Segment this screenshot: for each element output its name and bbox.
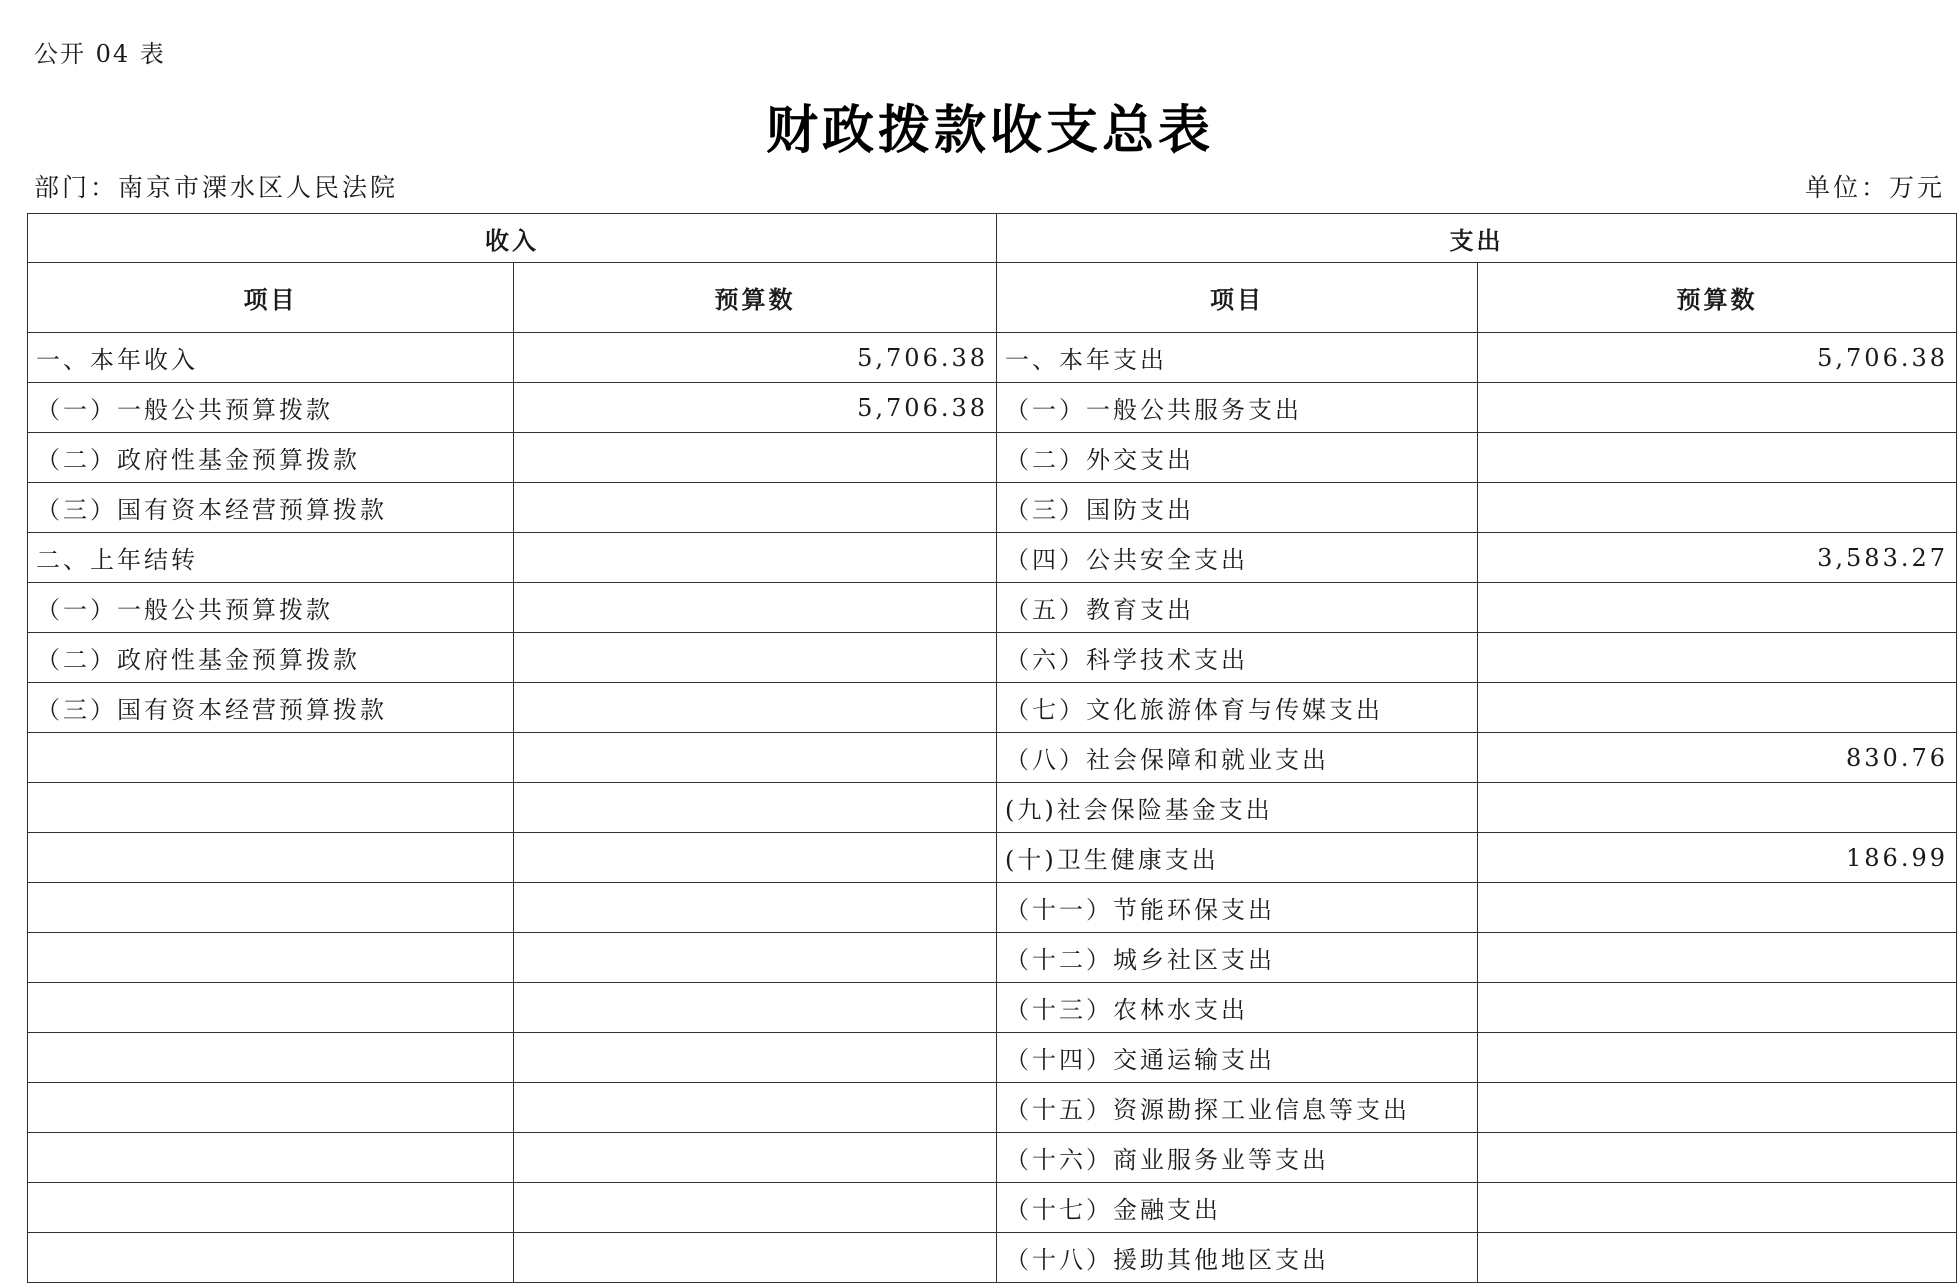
expense-amount-cell [1478,483,1957,533]
income-item-cell: （一）一般公共预算拨款 [28,383,514,433]
expense-amount-cell [1478,383,1957,433]
expense-amount-cell [1478,583,1957,633]
expense-amount-cell [1478,783,1957,833]
group-header-row [28,214,1957,263]
expense-item-cell: （十五）资源勘探工业信息等支出 [997,1083,1478,1133]
expense-amount-cell [1478,1183,1957,1233]
table-row [28,883,1957,933]
income-amount-cell [514,1233,997,1283]
expense-amount-cell [1478,683,1957,733]
income-item-cell: 一、本年收入 [28,333,514,383]
income-amount-cell [514,683,997,733]
expense-item-cell: （三）国防支出 [997,483,1478,533]
expense-item-cell: (十)卫生健康支出 [997,833,1478,883]
expense-item-header: 项目 [997,263,1478,333]
income-item-cell [28,1033,514,1083]
expense-item-cell: （八）社会保障和就业支出 [997,733,1478,783]
expense-item-cell: (九)社会保险基金支出 [997,783,1478,833]
expense-amount-cell: 5,706.38 [1478,333,1957,383]
income-amount-cell [514,783,997,833]
income-item-cell [28,1233,514,1283]
income-amount-cell [514,483,997,533]
expense-item-cell: （四）公共安全支出 [997,533,1478,583]
table-row [28,533,1957,583]
expense-item-cell: （五）教育支出 [997,583,1478,633]
expense-budget-header: 预算数 [1478,263,1957,333]
table-row [28,483,1957,533]
expense-item-cell: （十一）节能环保支出 [997,883,1478,933]
form-code-label: 公开 04 表 [34,40,166,68]
expense-amount-cell [1478,1083,1957,1133]
budget-summary-table [27,213,1957,1283]
income-item-cell [28,883,514,933]
income-amount-cell: 5,706.38 [514,333,997,383]
table-row [28,433,1957,483]
expense-amount-cell [1478,1233,1957,1283]
table-row [28,733,1957,783]
income-group-header: 收入 [28,214,997,263]
expense-item-cell: （七）文化旅游体育与传媒支出 [997,683,1478,733]
table-row [28,683,1957,733]
expense-item-cell: （十四）交通运输支出 [997,1033,1478,1083]
expense-item-cell: （一）一般公共服务支出 [997,383,1478,433]
table-row [28,1233,1957,1283]
income-amount-cell [514,883,997,933]
income-item-cell: （三）国有资本经营预算拨款 [28,483,514,533]
expense-amount-cell [1478,883,1957,933]
income-amount-cell [514,633,997,683]
expense-amount-cell [1478,1133,1957,1183]
income-item-cell [28,733,514,783]
income-amount-cell [514,933,997,983]
expense-item-cell: （二）外交支出 [997,433,1478,483]
expense-amount-cell: 830.76 [1478,733,1957,783]
expense-amount-cell [1478,633,1957,683]
table-row [28,633,1957,683]
expense-amount-cell: 186.99 [1478,833,1957,883]
expense-item-cell: （六）科学技术支出 [997,633,1478,683]
expense-amount-cell [1478,933,1957,983]
income-item-cell: 二、上年结转 [28,533,514,583]
income-item-cell [28,783,514,833]
unit-label: 单位：万元 [1804,173,1945,202]
income-amount-cell [514,1183,997,1233]
expense-amount-cell [1478,983,1957,1033]
income-item-cell [28,933,514,983]
income-item-cell: （二）政府性基金预算拨款 [28,433,514,483]
income-item-cell: （三）国有资本经营预算拨款 [28,683,514,733]
income-item-cell [28,983,514,1033]
column-header-row [28,263,1957,333]
expense-item-cell: （十七）金融支出 [997,1183,1478,1233]
income-amount-cell [514,733,997,783]
table-row [28,1083,1957,1133]
expense-amount-cell [1478,1033,1957,1083]
table-row [28,1183,1957,1233]
table-row [28,1133,1957,1183]
expense-amount-cell: 3,583.27 [1478,533,1957,583]
income-amount-cell [514,1033,997,1083]
income-amount-cell [514,583,997,633]
table-row [28,383,1957,433]
income-item-cell [28,833,514,883]
table-row [28,933,1957,983]
income-amount-cell [514,1083,997,1133]
income-item-cell [28,1083,514,1133]
income-item-cell: （一）一般公共预算拨款 [28,583,514,633]
page-title: 财政拨款收支总表 [765,100,1214,161]
income-amount-cell [514,433,997,483]
income-amount-cell [514,1133,997,1183]
income-amount-cell [514,533,997,583]
table-row [28,983,1957,1033]
income-item-header: 项目 [28,263,514,333]
table-row [28,833,1957,883]
expense-item-cell: 一、本年支出 [997,333,1478,383]
income-budget-header: 预算数 [514,263,997,333]
table-row [28,583,1957,633]
income-amount-cell [514,833,997,883]
department-label: 部门：南京市溧水区人民法院 [34,173,399,202]
income-amount-cell [514,983,997,1033]
table-row [28,1033,1957,1083]
expense-item-cell: （十八）援助其他地区支出 [997,1233,1478,1283]
expense-amount-cell [1478,433,1957,483]
expense-item-cell: （十二）城乡社区支出 [997,933,1478,983]
income-item-cell [28,1183,514,1233]
income-item-cell [28,1133,514,1183]
income-item-cell: （二）政府性基金预算拨款 [28,633,514,683]
expense-group-header: 支出 [997,214,1957,263]
table-row [28,783,1957,833]
table-row [28,333,1957,383]
expense-item-cell: （十三）农林水支出 [997,983,1478,1033]
income-amount-cell: 5,706.38 [514,383,997,433]
expense-item-cell: （十六）商业服务业等支出 [997,1133,1478,1183]
